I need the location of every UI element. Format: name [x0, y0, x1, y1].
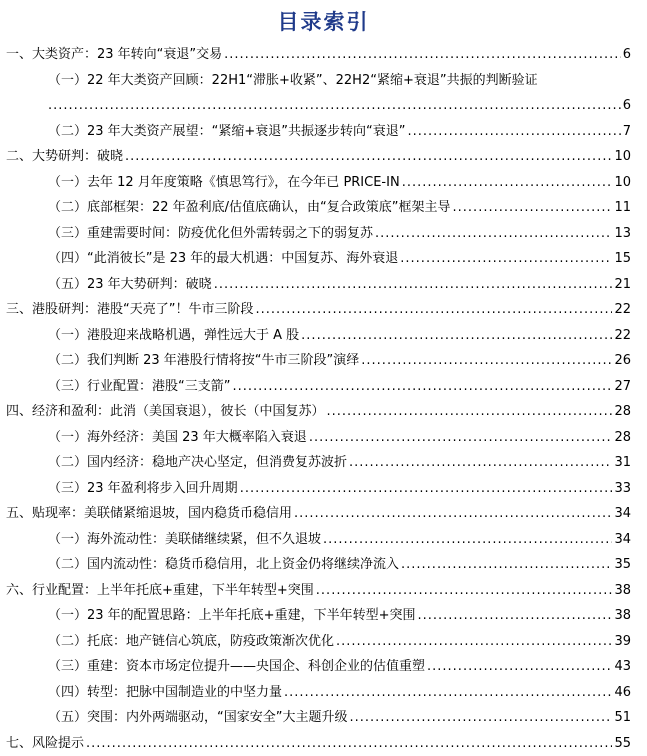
toc-entry-label: （五）突围：内外两端驱动，“国家安全”大主题升级 [48, 705, 347, 731]
dot-leader [417, 603, 612, 629]
toc-entry[interactable] [0, 731, 647, 756]
toc-entry[interactable] [0, 399, 647, 425]
toc-entry-page: 34 [614, 501, 631, 527]
dot-leader [86, 731, 612, 756]
toc-entry-label: 六、行业配置：上半年托底+重建，下半年转型+突围 [6, 578, 314, 604]
toc-entry-label: （四）“此消彼长”是 23 年的最大机遇：中国复苏、海外衰退 [48, 246, 398, 272]
toc-entry-label: 三、港股研判：港股“天亮了”！牛市三阶段 [6, 297, 253, 323]
toc-entry-label: （一）23 年的配置思路：上半年托底+重建，下半年转型+突围 [48, 603, 415, 629]
toc-entry-page: 6 [623, 93, 631, 119]
toc-entry[interactable] [0, 450, 647, 476]
toc-entry-page: 10 [614, 144, 631, 170]
toc-entry[interactable] [0, 603, 647, 629]
toc-entry-label: 五、贴现率：美联储紧缩退坡，国内稳货币稳信用 [6, 501, 292, 527]
toc-entry-label: （一）去年 12 月年度策略《慎思笃行》，在今年已 PRICE-IN [48, 170, 400, 196]
toc-entry-label: （五）23 年大势研判：破晓 [48, 272, 212, 298]
toc-entry-page: 39 [614, 629, 631, 655]
toc-entry[interactable] [0, 144, 647, 170]
dot-leader [284, 680, 612, 706]
toc-entry-label: （二）底部框架：22 年盈利底/估值底确认，由“复合政策底”框架主导 [48, 195, 451, 221]
toc-entry[interactable] [0, 119, 647, 145]
toc-entry-page: 28 [614, 399, 631, 425]
toc-entry-label: 七、风险提示 [6, 731, 84, 756]
toc-entry[interactable] [0, 629, 647, 655]
toc-entry-label: （四）转型：把脉中国制造业的中坚力量 [48, 680, 282, 706]
toc-entry-page: 26 [614, 348, 631, 374]
toc-entry-label: （三）重建：资本市场定位提升——央国企、科创企业的估值重塑 [48, 654, 425, 680]
toc-entry-label: （三）23 年盈利将步入回升周期 [48, 476, 238, 502]
toc-entry-page: 31 [614, 450, 631, 476]
dot-leader [240, 476, 613, 502]
toc-entry[interactable] [0, 246, 647, 272]
dot-leader [214, 272, 613, 298]
dot-leader [125, 144, 612, 170]
toc-entry-label: （二）23 年大类资产展望：“紧缩+衰退”共振逐步转向“衰退” [48, 119, 406, 145]
toc-entry-page: 15 [614, 246, 631, 272]
toc-entry-label: （二）托底：地产链信心筑底，防疫政策渐次优化 [48, 629, 334, 655]
toc-entry-page: 13 [614, 221, 631, 247]
page-title: 目录索引 [0, 6, 647, 36]
toc-entry[interactable] [0, 170, 647, 196]
toc-entry[interactable] [0, 527, 647, 553]
toc-entry-label: 二、大势研判：破晓 [6, 144, 123, 170]
toc-entry-label: （二）国内流动性：稳货币稳信用，北上资金仍将继续净流入 [48, 552, 399, 578]
toc-entry-label: （一）22 年大类资产回顾：22H1“滞胀+收紧”、22H2“紧缩+衰退”共振的判断验证 [48, 68, 637, 94]
dot-leader [361, 348, 612, 374]
dot-leader [48, 93, 621, 119]
dot-leader [349, 705, 612, 731]
dot-leader [232, 374, 612, 400]
dot-leader [408, 119, 621, 145]
toc-entry-page: 55 [614, 731, 631, 756]
toc-entry-page: 11 [614, 195, 631, 221]
toc-entry-page: 51 [614, 705, 631, 731]
dot-leader [400, 246, 612, 272]
toc-entry-label: （一）海外流动性：美联储继续紧，但不久退坡 [48, 527, 321, 553]
dot-leader [301, 323, 612, 349]
toc-entry-page: 38 [614, 578, 631, 604]
dot-leader [323, 527, 612, 553]
dot-leader [327, 399, 613, 425]
toc-entry[interactable] [0, 374, 647, 400]
toc-entry-page: 34 [614, 527, 631, 553]
toc-entry[interactable] [0, 501, 647, 527]
toc-entry-page: 6 [623, 42, 631, 68]
toc-entry[interactable] [0, 425, 647, 451]
dot-leader [402, 170, 613, 196]
toc-entry[interactable] [0, 476, 647, 502]
toc-entry[interactable] [0, 578, 647, 604]
toc-entry-label: 四、经济和盈利：此消（美国衰退），彼长（中国复苏） [6, 399, 325, 425]
dot-leader [316, 578, 613, 604]
toc-entry[interactable] [0, 654, 647, 680]
toc-entry-page: 35 [614, 552, 631, 578]
toc-entry-page: 22 [614, 297, 631, 323]
toc-entry-label: （二）我们判断 23 年港股行情将按“牛市三阶段”演绎 [48, 348, 359, 374]
toc-entry[interactable] [0, 42, 647, 68]
toc-entry[interactable] [0, 348, 647, 374]
toc-entry[interactable] [0, 705, 647, 731]
dot-leader [224, 42, 621, 68]
dot-leader [453, 195, 613, 221]
toc-entry-label: （三）重建需要时间：防疫优化但外需转弱之下的弱复苏 [48, 221, 373, 247]
dot-leader [336, 629, 612, 655]
dot-leader [349, 450, 612, 476]
toc-entry-page: 28 [614, 425, 631, 451]
dot-leader [309, 425, 613, 451]
table-of-contents [0, 42, 647, 756]
toc-entry-page: 7 [623, 119, 631, 145]
toc-entry[interactable] [0, 195, 647, 221]
toc-entry-page: 38 [614, 603, 631, 629]
dot-leader [401, 552, 612, 578]
toc-entry-page: 43 [614, 654, 631, 680]
toc-entry-label: （一）港股迎来战略机遇，弹性远大于 A 股 [48, 323, 299, 349]
toc-entry[interactable] [0, 297, 647, 323]
toc-entry-page: 27 [614, 374, 631, 400]
toc-entry[interactable] [0, 272, 647, 298]
toc-entry-label: 一、大类资产：23 年转向“衰退”交易 [6, 42, 222, 68]
toc-entry[interactable] [0, 552, 647, 578]
toc-entry[interactable] [0, 323, 647, 349]
toc-entry-label: （三）行业配置：港股“三支箭” [48, 374, 230, 400]
toc-entry-page: 22 [614, 323, 631, 349]
dot-leader [427, 654, 612, 680]
dot-leader [255, 297, 612, 323]
toc-entry-label: （二）国内经济：稳地产决心坚定，但消费复苏波折 [48, 450, 347, 476]
toc-entry-page: 46 [614, 680, 631, 706]
toc-entry[interactable] [0, 221, 647, 247]
toc-entry-label: （一）海外经济：美国 23 年大概率陷入衰退 [48, 425, 307, 451]
dot-leader [375, 221, 612, 247]
dot-leader [294, 501, 612, 527]
toc-entry-page: 21 [614, 272, 631, 298]
toc-entry[interactable] [0, 680, 647, 706]
toc-entry-page: 33 [614, 476, 631, 502]
toc-entry[interactable] [0, 68, 647, 119]
toc-entry-page: 10 [614, 170, 631, 196]
